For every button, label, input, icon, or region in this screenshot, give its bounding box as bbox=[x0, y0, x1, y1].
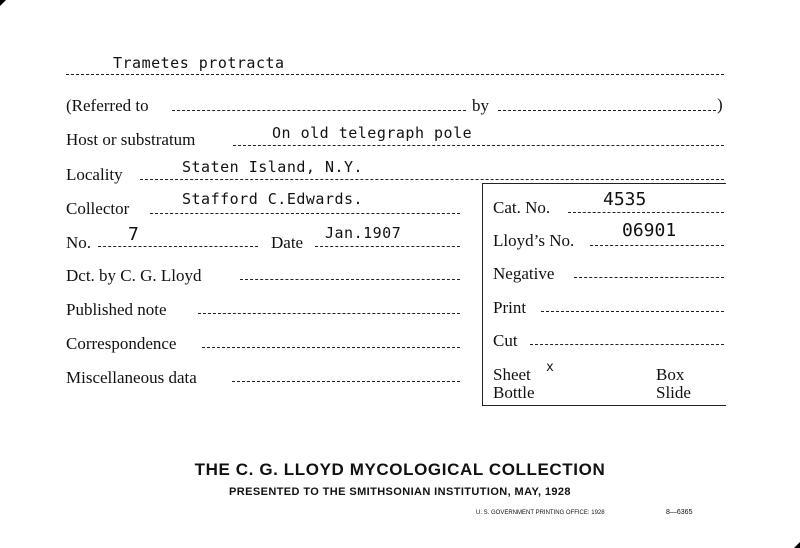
collection-subtitle: PRESENTED TO THE SMITHSONIAN INSTITUTION, MAY, 1928 bbox=[229, 486, 571, 498]
printing-office-note: U. S. GOVERNMENT PRINTING OFFICE: 1928 bbox=[476, 510, 605, 516]
bottle-label: Bottle bbox=[493, 383, 535, 402]
negative-line bbox=[574, 277, 724, 278]
cut-label: Cut bbox=[493, 331, 518, 350]
close-paren: ) bbox=[717, 95, 723, 114]
scan-corner-bottom-right bbox=[794, 542, 800, 548]
print-label: Print bbox=[493, 298, 527, 317]
cat-no-value: 4535 bbox=[603, 189, 647, 210]
sheet-label: Sheet bbox=[493, 365, 531, 384]
misc-line bbox=[232, 381, 460, 382]
host-value: On old telegraph pole bbox=[272, 124, 473, 142]
lloyds-no-value: 06901 bbox=[622, 220, 677, 241]
misc-data-label: Miscellaneous data bbox=[66, 368, 197, 387]
collection-title: THE C. G. LLOYD MYCOLOGICAL COLLECTION bbox=[194, 460, 606, 479]
det-line bbox=[240, 279, 460, 280]
host-label: Host or substratum bbox=[66, 130, 196, 149]
lloyds-no-label: Lloyd’s No. bbox=[493, 231, 575, 250]
no-label: No. bbox=[66, 233, 92, 252]
slide-label: Slide bbox=[656, 383, 691, 402]
correspondence-line bbox=[202, 347, 460, 348]
host-line bbox=[233, 145, 724, 146]
published-line bbox=[198, 313, 460, 314]
negative-label: Negative bbox=[493, 264, 555, 283]
no-value: 7 bbox=[128, 224, 139, 245]
by-label: by bbox=[472, 96, 489, 115]
scan-corner-top-left bbox=[0, 0, 6, 6]
by-line bbox=[498, 110, 716, 111]
referred-to-line bbox=[172, 110, 466, 111]
date-line bbox=[315, 246, 460, 247]
lloyds-no-line bbox=[590, 245, 724, 246]
species-name: Trametes protracta bbox=[113, 54, 285, 72]
print-line bbox=[541, 311, 724, 312]
box-label: Box bbox=[656, 365, 685, 384]
published-note-label: Published note bbox=[66, 300, 167, 319]
locality-label: Locality bbox=[66, 165, 123, 184]
species-underline bbox=[66, 74, 724, 75]
form-number: 8—6365 bbox=[666, 509, 693, 516]
collector-label: Collector bbox=[66, 199, 130, 218]
det-by-label: Dct. by C. G. Lloyd bbox=[66, 266, 202, 285]
correspondence-label: Correspondence bbox=[66, 334, 177, 353]
sheet-mark: x bbox=[546, 360, 555, 375]
locality-value: Staten Island, N.Y. bbox=[182, 158, 364, 176]
collector-value: Stafford C.Edwards. bbox=[182, 190, 364, 208]
cat-no-line bbox=[568, 212, 724, 213]
referred-to-label: (Referred to bbox=[66, 96, 149, 115]
date-label: Date bbox=[271, 233, 304, 252]
cat-no-label: Cat. No. bbox=[493, 198, 551, 217]
date-value: Jan.1907 bbox=[325, 224, 402, 242]
cut-line bbox=[530, 344, 724, 345]
locality-line bbox=[140, 179, 724, 180]
no-line bbox=[98, 246, 258, 247]
collector-line bbox=[150, 213, 460, 214]
